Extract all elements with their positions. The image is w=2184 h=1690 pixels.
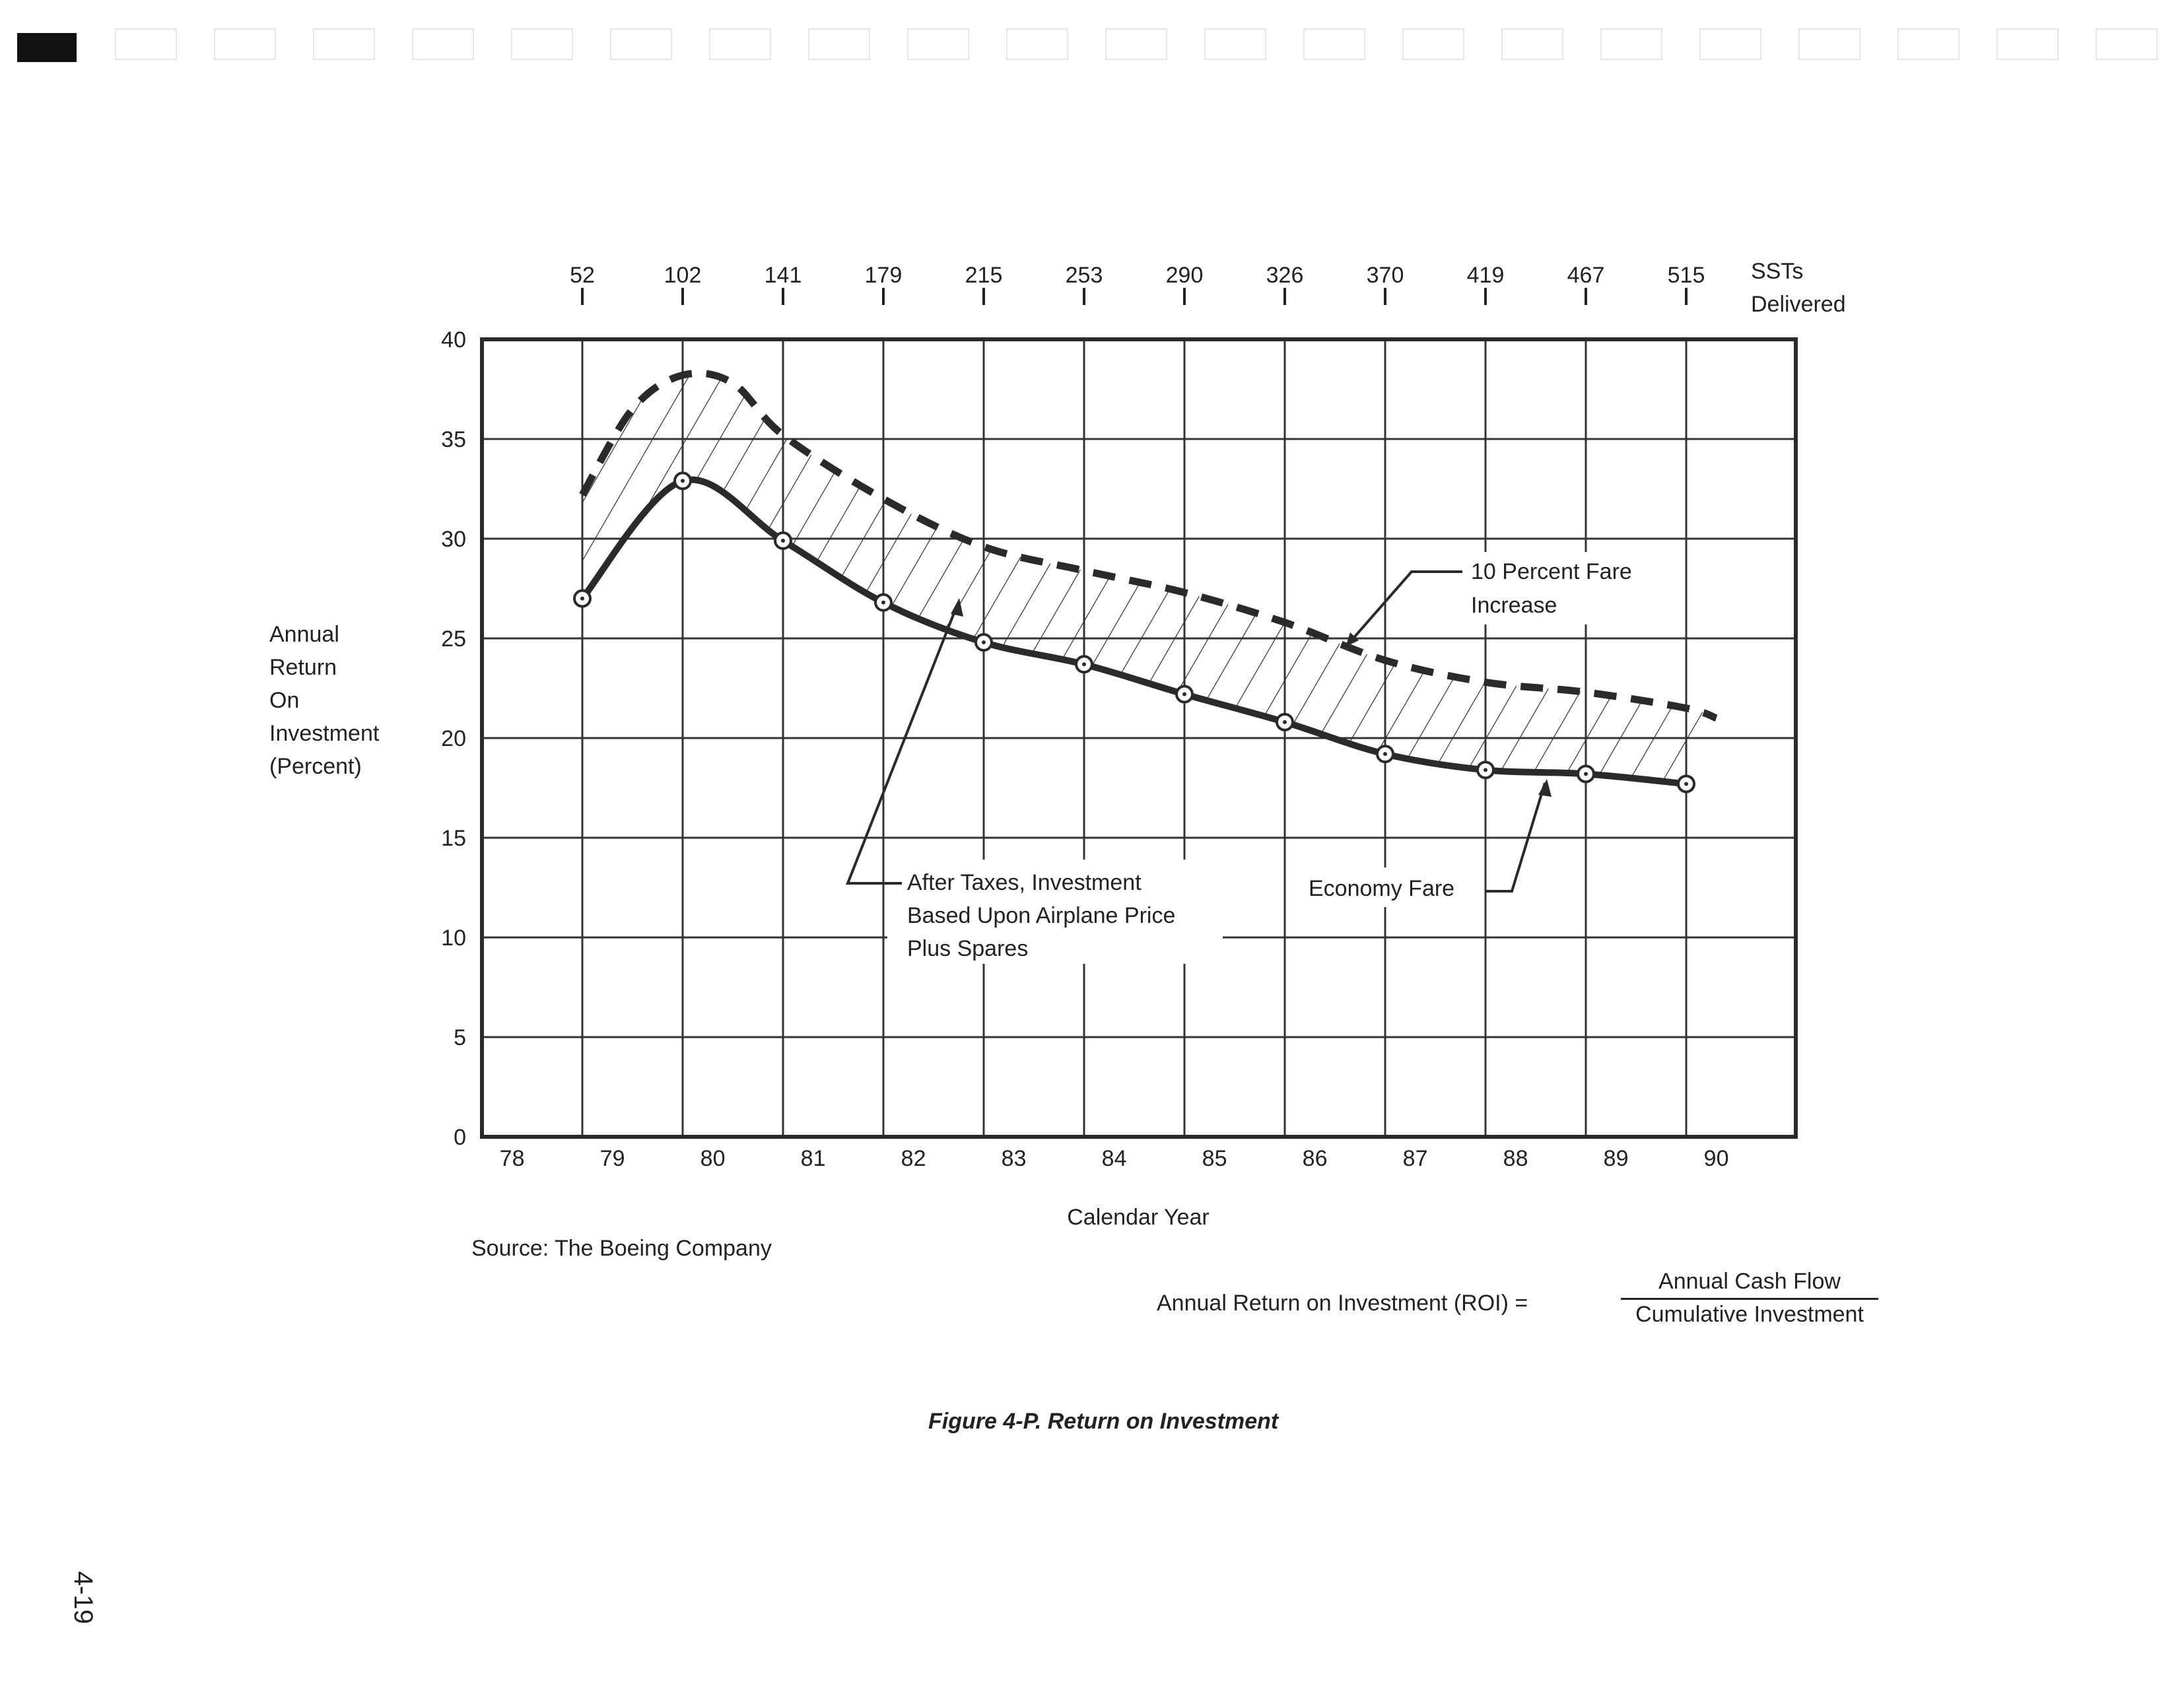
data-point-marker-dot (1584, 772, 1588, 776)
top-axis-value: 179 (864, 263, 903, 288)
top-axis-value: 515 (1667, 263, 1705, 288)
top-axis-value: 467 (1567, 263, 1605, 288)
roi-formula-fraction-bar (1621, 1298, 1878, 1300)
after-taxes-label-2: Based Upon Airplane Price (907, 903, 1176, 928)
top-axis-value: 102 (664, 263, 702, 288)
page-number: 4-19 (69, 1571, 98, 1625)
data-point-marker-dot (1082, 662, 1086, 666)
x-tick-label: 83 (1001, 1146, 1027, 1171)
y-tick-label: 5 (454, 1025, 466, 1050)
x-tick-label: 90 (1703, 1146, 1729, 1171)
economy-fare-label: Economy Fare (1309, 876, 1455, 901)
top-axis-deliveries (570, 263, 1705, 305)
x-tick-label: 88 (1503, 1146, 1528, 1171)
y-tick-label: 0 (454, 1125, 466, 1150)
x-axis-title: Calendar Year (1067, 1205, 1210, 1230)
top-axis-value: 253 (1065, 263, 1103, 288)
top-axis-value: 370 (1366, 263, 1404, 288)
x-tick-label: 89 (1603, 1146, 1629, 1171)
after-taxes-label-1: After Taxes, Investment (907, 870, 1142, 895)
y-tick-label: 10 (441, 926, 466, 951)
x-tick-label: 78 (499, 1146, 525, 1171)
after-taxes-leader (848, 605, 957, 883)
y-tick-label: 30 (441, 527, 466, 552)
y-axis-title-line-4: Investment (269, 721, 380, 746)
x-tick-label: 86 (1302, 1146, 1328, 1171)
fare-increase-label-1: 10 Percent Fare (1471, 559, 1632, 584)
data-point-marker-dot (1383, 752, 1387, 756)
top-axis-value: 326 (1266, 263, 1304, 288)
data-point-marker-dot (781, 539, 785, 543)
fare-increase-label-2: Increase (1471, 593, 1557, 618)
data-point-marker-dot (681, 479, 685, 483)
top-axis-value: 290 (1165, 263, 1204, 288)
y-tick-label: 40 (441, 327, 466, 353)
figure-caption: Figure 4-P. Return on Investment (928, 1409, 1279, 1434)
x-tick-label: 81 (800, 1146, 826, 1171)
y-axis-title-line-3: On (269, 688, 300, 713)
top-axis-value: 52 (570, 263, 595, 288)
data-point-marker-dot (1684, 782, 1688, 786)
data-point-marker-dot (1182, 693, 1186, 696)
fare-increase-leader (1347, 572, 1462, 646)
y-tick-label: 25 (441, 626, 466, 652)
x-tick-label: 80 (700, 1146, 726, 1171)
data-point-marker-dot (1484, 768, 1487, 772)
top-axis-value: 419 (1466, 263, 1505, 288)
x-tick-label: 82 (901, 1146, 926, 1171)
y-axis-title-line-1: Annual (269, 622, 339, 647)
data-point-marker-dot (982, 640, 986, 644)
y-tick-label: 20 (441, 726, 466, 751)
data-point-marker-dot (1283, 720, 1287, 724)
x-tick-label: 84 (1101, 1146, 1127, 1171)
source-note: Source: The Boeing Company (471, 1236, 772, 1261)
x-tick-label: 79 (599, 1146, 625, 1171)
top-axis-value: 215 (965, 263, 1003, 288)
x-tick-label: 85 (1202, 1146, 1227, 1171)
roi-formula-lhs: Annual Return on Investment (ROI) = (1157, 1291, 1528, 1316)
after-taxes-label-3: Plus Spares (907, 936, 1029, 961)
data-point-marker-dot (881, 601, 885, 605)
roi-formula-numerator: Annual Cash Flow (1658, 1269, 1841, 1294)
top-axis-label-1: SSTs (1751, 259, 1804, 284)
y-tick-label: 35 (441, 427, 466, 452)
y-tick-labels (441, 327, 466, 1150)
top-axis-label-2: Delivered (1751, 292, 1846, 317)
data-point-marker-dot (580, 597, 584, 601)
top-axis-value: 141 (764, 263, 802, 288)
y-tick-label: 15 (441, 826, 466, 851)
y-axis-title-line-5: (Percent) (269, 754, 362, 779)
x-tick-label: 87 (1402, 1146, 1428, 1171)
y-axis-title-line-2: Return (269, 655, 337, 680)
roi-formula-denominator: Cumulative Investment (1635, 1302, 1864, 1327)
x-tick-labels (500, 1146, 1729, 1171)
economy-fare-arrowhead (1538, 779, 1552, 797)
